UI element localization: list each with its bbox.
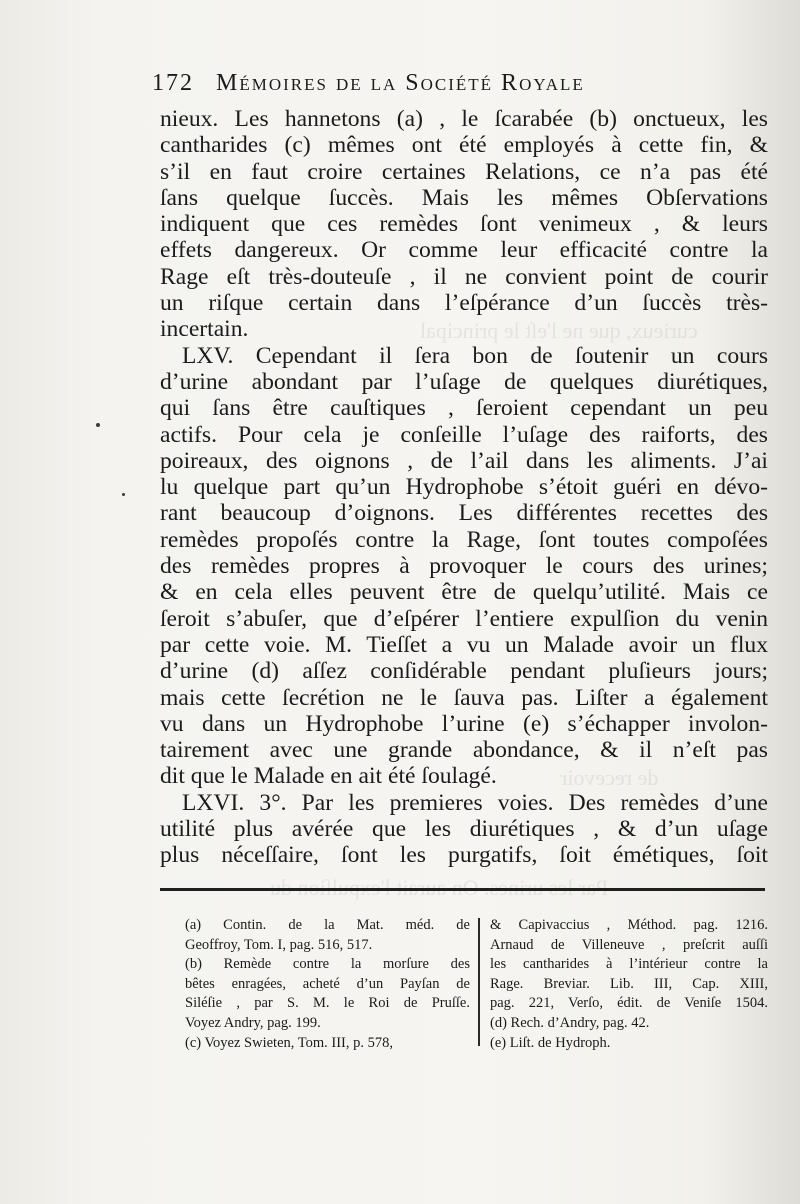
text-line: rant beaucoup d’oignons. Les différentes recettes des	[160, 500, 768, 527]
footnote-column-divider	[478, 918, 480, 1046]
footnote-rule	[160, 888, 765, 891]
ink-speck	[122, 493, 125, 496]
show-through-text: de recevoir	[560, 765, 659, 790]
text-line: ſans quelque ſuccès. Mais les mêmes Obſervations	[160, 184, 768, 211]
text-line: d’urine (d) aſſez conſidérable pendant pluſieurs jours;	[160, 658, 768, 685]
section-heading-line: LXV. Cependant il ſera bon de ſoutenir un cours	[182, 342, 768, 369]
footnote-line: Geoffroy, Tom. I, pag. 516, 517.	[185, 936, 373, 953]
text-line: utilité plus avérée que les diurétiques , & d’un uſage	[160, 816, 768, 843]
text-line: indiquent que ces remèdes ſont venimeux , & leurs	[160, 211, 768, 238]
footnote-line: bêtes enragées, acheté d’un Payſan de	[185, 975, 470, 992]
footnote-line: pag. 221, Verſo, édit. de Veniſe 1504.	[490, 995, 768, 1012]
text-line: Rage eſt très-douteuſe , il ne convient point de courir	[160, 263, 768, 290]
show-through-text: curieux, que ne l'eſt le principal	[420, 318, 698, 343]
text-line: lu quelque part qu’un Hydrophobe s’étoit guéri en dévo-	[160, 474, 768, 501]
footnote-line: (c) Voyez Swieten, Tom. III, p. 578,	[185, 1034, 393, 1051]
footnote-line: (e) Liſt. de Hydroph.	[490, 1034, 611, 1051]
text-line: effets dangereux. Or comme leur efficacité contre la	[160, 237, 768, 264]
footnote-line: Arnaud de Villeneuve , preſcrit auſſi	[490, 936, 768, 953]
text-line: incertain.	[160, 316, 249, 343]
page-header	[152, 70, 585, 97]
footnote-line: (a) Contin. de la Mat. méd. de	[185, 917, 470, 933]
footnotes-right-column	[490, 916, 768, 1053]
text-line: & en cela elles peuvent être de quelqu’utilité. Mais ce	[160, 579, 768, 606]
text-line: un riſque certain dans l’eſpérance d’un ſuccès très-	[160, 290, 768, 317]
footnote-line: les cantharides à l’intérieur contre la	[490, 956, 768, 973]
text-line: remèdes propoſés contre la Rage, ſont toutes compoſées	[160, 526, 768, 553]
text-line: des remèdes propres à provoquer le cours des urines;	[160, 553, 768, 580]
text-line: nieux. Les hannetons (a) , le ſcarabée (b) onctueux, les	[160, 106, 768, 132]
ink-speck	[96, 423, 100, 427]
text-line: actifs. Pour cela je conſeille l’uſage des raiforts, des	[160, 421, 768, 448]
text-line: plus néceſſaire, ſont les purgatifs, ſoit émétiques, ſoit	[160, 842, 768, 869]
text-line: ſeroit s’abuſer, que d’eſpérer l’entiere expulſion du venin	[160, 605, 768, 632]
footnote-line: Voyez Andry, pag. 199.	[185, 1014, 321, 1031]
text-line: dit que le Malade en ait été ſoulagé.	[160, 763, 497, 790]
running-title: Mémoires de la Société Royale	[216, 70, 585, 96]
text-line: qui ſans être cauſtiques , ſeroient cependant un peu	[160, 395, 768, 422]
footnotes-left-column	[185, 916, 470, 1053]
footnote-line: (d) Rech. d’Andry, pag. 42.	[490, 1014, 650, 1031]
text-line: mais cette ſecrétion ne le ſauva pas. Liſter a également	[160, 684, 768, 711]
footnote-line: Rage. Breviar. Lib. III, Cap. XIII,	[490, 975, 768, 992]
section-heading-line: LXVI. 3°. Par les premieres voies. Des remèdes d’une	[182, 789, 768, 816]
text-line: s’il en faut croire certaines Relations, ce n’a pas été	[160, 158, 768, 185]
text-line: tairement avec une grande abondance, & il n’eſt pas	[160, 737, 768, 764]
page-number: 172	[152, 70, 194, 96]
footnote-line: Siléſie , par S. M. le Roi de Pruſſe.	[185, 995, 470, 1012]
footnote-line: (b) Remède contre la morſure des	[185, 956, 470, 973]
text-line: d’urine abondant par l’uſage de quelques diurétiques,	[160, 368, 768, 395]
text-line: par cette voie. M. Tieſſet a vu un Malade avoir un flux	[160, 631, 768, 658]
text-line: vu dans un Hydrophobe l’urine (e) s’échapper involon-	[160, 710, 768, 737]
text-line: poireaux, des oignons , de l’ail dans les aliments. J’ai	[160, 447, 768, 474]
main-text	[160, 106, 768, 869]
footnote-line: & Capivaccius , Méthod. pag. 1216.	[490, 917, 768, 933]
text-line: cantharides (c) mêmes ont été employés à cette fin, &	[160, 132, 768, 159]
